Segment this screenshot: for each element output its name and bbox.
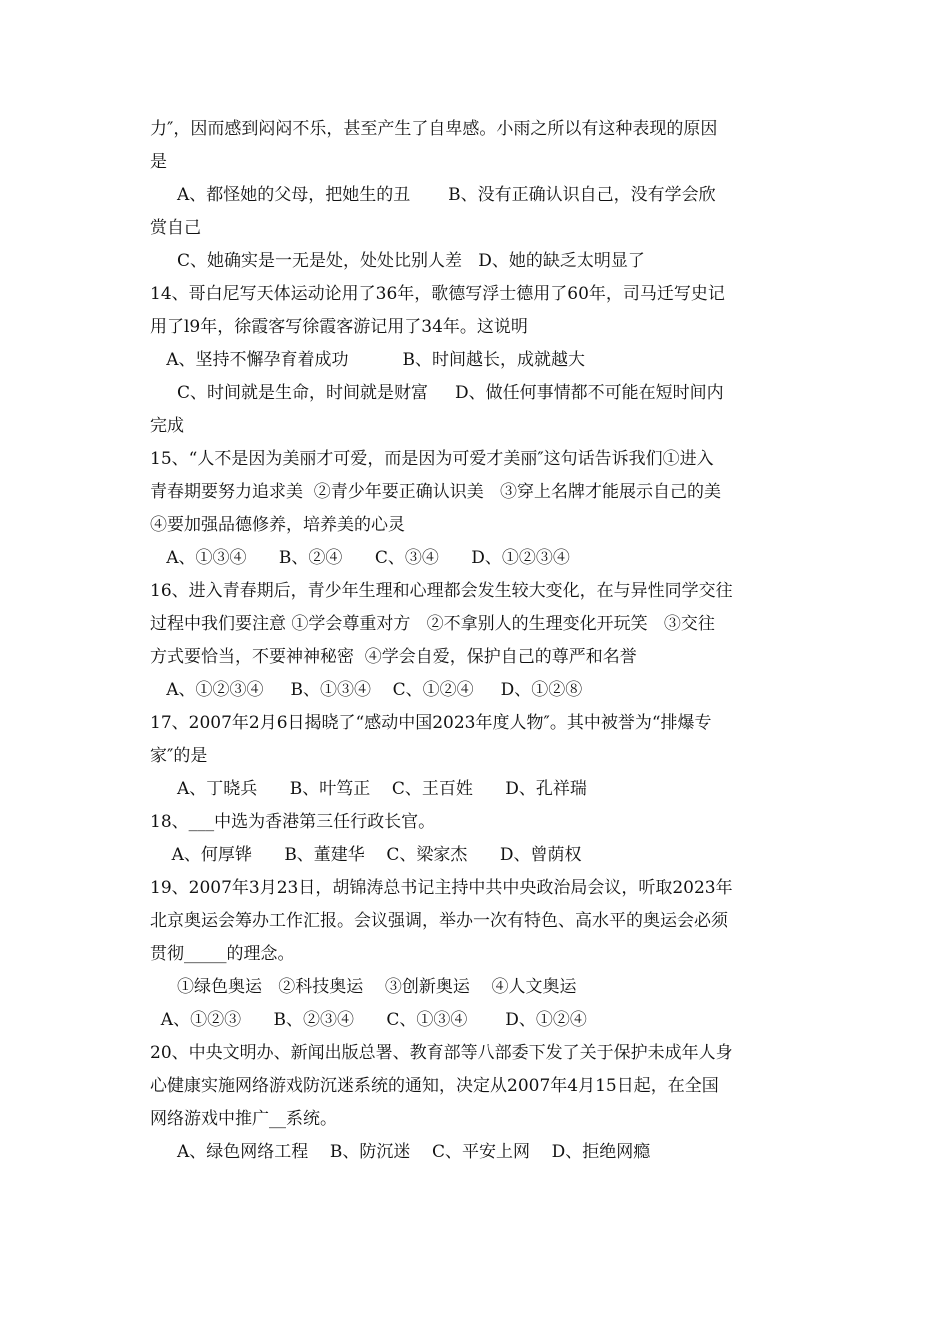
text-line: 心健康实施网络游戏防沉迷系统的通知，决定从2007年4月15日起，在全国 — [150, 1076, 719, 1096]
option-line: A、丁晓兵 B、叶笃正 C、王百姓 D、孔祥瑞 — [150, 779, 587, 799]
option-line: A、①③④ B、②④ C、③④ D、①②③④ — [150, 548, 570, 568]
text-line: 青春期要努力追求美 ②青少年要正确认识美 ③穿上名牌才能展示自己的美 — [150, 482, 722, 502]
text-line: 过程中我们要注意 ①学会尊重对方 ②不拿别人的生理变化开玩笑 ③交往 — [150, 614, 715, 634]
option-line: A、①②③④ B、①③④ C、①②④ D、①②⑧ — [150, 680, 583, 700]
text-line: 方式要恰当，不要神神秘密 ④学会自爱，保护自己的尊严和名誉 — [150, 647, 637, 667]
question-20: 20、中央文明办、新闻出版总署、教育部等八部委下发了关于保护未成年人身 — [150, 1043, 733, 1063]
text-line: 赏自己 — [150, 218, 201, 238]
text-line: ④要加强品德修养，培养美的心灵 — [150, 515, 405, 535]
text-line: 网络游戏中推广__系统。 — [150, 1109, 337, 1129]
question-19: 19、2007年3月23日，胡锦涛总书记主持中共中央政治局会议，听取2023年 — [150, 878, 733, 898]
option-line: C、她确实是一无是处，处处比别人差 D、她的缺乏太明显了 — [150, 251, 645, 271]
option-line: C、时间就是生命，时间就是财富 D、做任何事情都不可能在短时间内 — [150, 383, 724, 403]
option-line: A、绿色网络工程 B、防沉迷 C、平安上网 D、拒绝网瘾 — [150, 1142, 651, 1162]
text-line: 完成 — [150, 416, 184, 436]
question-14: 14、哥白尼写天体运动论用了36年，歌德写浮士德用了60年，司马迁写史记 — [150, 284, 725, 304]
option-line: A、都怪她的父母，把她生的丑 B、没有正确认识自己，没有学会欣 — [150, 185, 716, 205]
question-15: 15、“人不是因为美丽才可爱，而是因为可爱才美丽″这句话告诉我们①进入 — [150, 449, 714, 469]
option-line: ①绿色奥运 ②科技奥运 ③创新奥运 ④人文奥运 — [150, 977, 577, 997]
option-line: A、坚持不懈孕育着成功 B、时间越长，成就越大 — [150, 350, 586, 370]
option-line: A、①②③ B、②③④ C、①③④ D、①②④ — [150, 1010, 587, 1030]
text-line: 家″的是 — [150, 746, 208, 766]
document-body — [150, 113, 800, 1169]
option-line: A、何厚铧 B、董建华 C、梁家杰 D、曾荫权 — [150, 845, 582, 865]
text-line: 力″，因而感到闷闷不乐，甚至产生了自卑感。小雨之所以有这种表现的原因 — [150, 119, 718, 139]
text-line: 贯彻_____的理念。 — [150, 944, 295, 964]
question-18: 18、___中选为香港第三任行政长官。 — [150, 812, 436, 832]
text-line: 是 — [150, 152, 167, 172]
question-16: 16、进入青春期后，青少年生理和心理都会发生较大变化，在与异性同学交往 — [150, 581, 733, 601]
text-line: 用了l9年，徐霞客写徐霞客游记用了34年。这说明 — [150, 317, 528, 337]
text-line: 北京奥运会筹办工作汇报。会议强调，举办一次有特色、高水平的奥运会必须 — [150, 911, 728, 931]
question-17: 17、2007年2月6日揭晓了“感动中国2023年度人物″。其中被誉为“排爆专 — [150, 713, 712, 733]
